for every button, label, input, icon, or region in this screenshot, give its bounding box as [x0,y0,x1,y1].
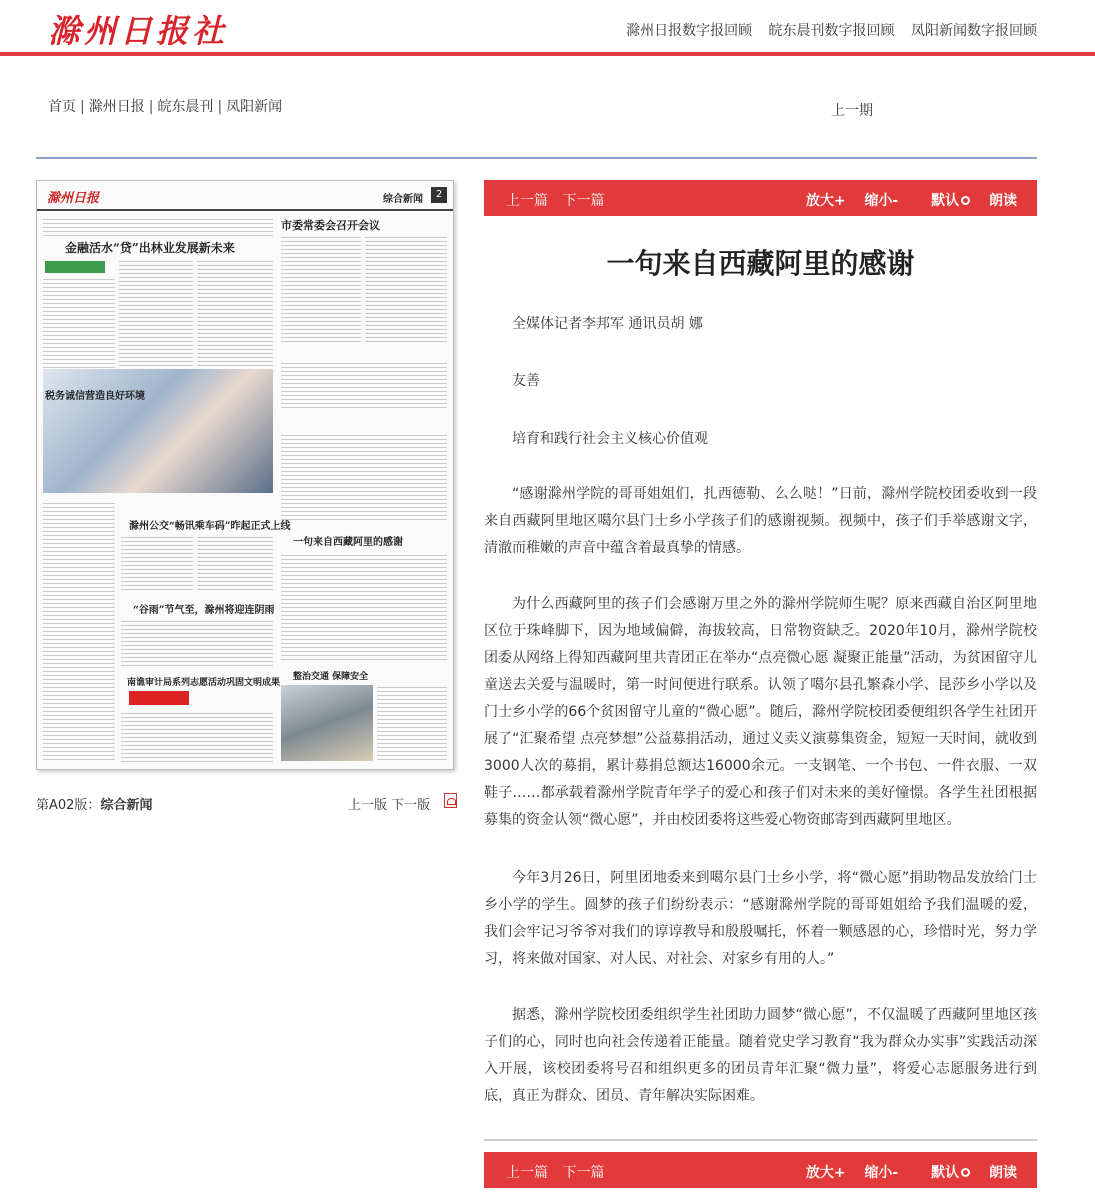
nav-separator: | [148,99,154,115]
nav-separator: | [217,99,223,115]
paper-text-block [121,619,273,669]
article-byline: 全媒体记者李邦军 通讯员胡 娜 [512,316,703,332]
page-caption [36,794,152,813]
paper-text-block [281,361,447,411]
paper-text-block [281,433,447,523]
archive-links [614,20,1037,40]
header-divider [0,52,1095,56]
paper-headline-audit[interactable]: 南谯审计局系列志愿活动巩固文明成果 [127,678,281,688]
next-article-link[interactable]: 下一篇 [562,1165,605,1181]
paper-text-block [281,235,361,345]
zoom-in-button[interactable]: 放大+ [805,1165,846,1181]
page-nav [348,794,430,813]
paper-headline-finance[interactable]: 金融活水“贷”出林业发展新未来 [65,241,235,255]
paper-text-block [43,217,273,237]
zoom-out-button[interactable]: 缩小- [864,193,899,209]
paper-headline-traffic[interactable]: 整治交通 保障安全 [293,672,369,682]
article-toolbar-bottom [484,1152,1037,1188]
article-end-divider [484,1139,1037,1141]
page-caption-section: 综合新闻 [100,798,153,813]
pdf-download-icon[interactable] [444,793,457,808]
paper-text-block [365,235,447,345]
paper-headline-bus[interactable]: 滁州公交“畅讯乘车码”昨起正式上线 [129,521,291,532]
paper-text-block [121,535,193,591]
site-logo[interactable]: 滁州日报社 [48,12,229,50]
read-aloud-button[interactable]: 朗读 [989,1165,1017,1181]
next-article-link[interactable]: 下一篇 [562,193,605,209]
prev-issue-link[interactable]: 上一期 [831,103,873,119]
prev-article-link[interactable]: 上一篇 [506,193,548,209]
article-paragraph: “感谢滁州学院的哥哥姐姐们，扎西德勒、么么哒！”日前，滁州学院校团委收到一段来自西藏阿里地区噶尔县门士乡小学孩子们的感谢视频。视频中，孩子们手举感谢文字，清澈而稚嫩的声音中蕴含着最真挚的情感。 [484,486,1037,556]
nav-separator: | [80,99,85,115]
newspaper-page-thumbnail[interactable] [36,180,454,770]
link-chuzhou-daily-archive[interactable]: 滁州日报数字报回顾 [626,23,753,39]
paper-text-block [43,277,115,377]
main-nav [48,96,282,116]
prev-page-link[interactable]: 上一版 [348,798,388,813]
paper-headline-weather[interactable]: “谷雨”节气至，滁州将迎连阴雨 [133,605,275,616]
default-size-label: 默认 [931,193,960,209]
article-tag-friendly: 友善 [512,373,540,389]
article-tag-values: 培育和践行社会主义核心价值观 [512,431,708,447]
radio-ring-icon [961,1168,970,1177]
paper-text-block [43,501,115,761]
top-header [0,0,1095,52]
paper-tag-block [45,261,105,273]
paper-headline-tibet[interactable]: 一句来自西藏阿里的感谢 [293,537,403,548]
paper-page-number: 2 [431,187,447,203]
paper-text-block [197,535,273,591]
paper-headline-committee[interactable]: 市委常委会召开会议 [281,219,380,232]
paper-text-block [121,711,273,763]
nav-home[interactable]: 首页 [48,99,76,115]
default-size-button[interactable] [917,193,970,209]
paper-text-block [197,259,273,377]
read-aloud-button[interactable]: 朗读 [989,193,1017,209]
radio-ring-icon [961,196,970,205]
zoom-in-button[interactable]: 放大+ [805,193,846,209]
article-paragraph: 今年3月26日，阿里团地委来到噶尔县门士乡小学，将“微心愿”捐助物品发放给门士乡小学的学生。圆梦的孩子们纷纷表示：“感谢滁州学院的哥哥姐姐给予我们温暖的爱，我们会牢记习爷爷对我们的谆谆教导和殷殷嘱托，怀着一颗感恩的心，珍惜时光，努力学习，将来做对国家、对人民、对社会、对家乡有用的人。” [484,870,1037,967]
paper-text-block [119,259,193,377]
prev-article-link[interactable]: 上一篇 [506,1165,548,1181]
paper-headline-tax[interactable]: 税务诚信营造良好环境 [45,391,145,402]
default-size-label: 默认 [931,1165,960,1181]
paper-text-block [377,685,447,761]
zoom-out-button[interactable]: 缩小- [864,1165,899,1181]
link-fengyang-archive[interactable]: 凤阳新闻数字报回顾 [911,23,1037,39]
nav-divider [36,157,1037,159]
article-paragraph: 据悉，滁州学院校团委组织学生社团助力圆梦“微心愿”，不仅温暖了西藏阿里地区孩子们的心，同时也向社会传递着正能量。随着党史学习教育“我为群众办实事”实践活动深入开展，该校团委将号召和组织更多的团员青年汇聚“微力量”，将爱心志愿服务进行到底，真正为群众、团员、青年解决实际困难。 [484,1007,1037,1104]
article-toolbar-top [484,180,1037,216]
nav-wandong[interactable]: 皖东晨刊 [157,99,214,115]
paper-text-block [281,553,447,663]
link-wandong-archive[interactable]: 皖东晨刊数字报回顾 [768,23,895,39]
paper-logo: 滁州日报 [47,191,100,206]
paper-ad-block [129,691,189,705]
default-size-button[interactable] [917,1165,970,1181]
paper-masthead [37,181,453,211]
paper-section-label: 综合新闻 [383,194,423,205]
article-paragraph: 为什么西藏阿里的孩子们会感谢万里之外的滁州学院师生呢？原来西藏自治区阿里地区位于珠峰脚下，因为地域偏僻，海拔较高，日常物资缺乏。2020年10月，滁州学院校团委从网络上得知西藏阿里共青团正在举办“点亮微心愿 凝聚正能量”活动，为贫困留守儿童送去关爱与温暖时，第一时间便进行联系。认领了噶尔县孔繁森小学、昆莎乡小学以及门士乡小学的66个贫困留守儿童的“微心愿”。随后，滁州学院校团委便组织各学生社团开展了“汇聚希望 点亮梦想”公益募捐活动，通过义卖义演募集资金，短短一天时间，就收到3000人次的募捐，累计募捐总额达16000余元。一支钢笔、一个书包、一件衣服、一双鞋子……都承载着滁州学院青年学子的爱心和孩子们对未来的美好憧憬。各学生社团根据募集的资金认领“微心愿”，并由校团委将这些爱心物资邮寄到西藏阿里地区。 [484,596,1037,828]
next-page-link[interactable]: 下一版 [391,798,431,813]
nav-fengyang[interactable]: 凤阳新闻 [226,99,283,115]
nav-chuzhou-daily[interactable]: 滁州日报 [88,99,145,115]
paper-photo-traffic [281,685,373,761]
article-title: 一句来自西藏阿里的感谢 [606,247,915,280]
page-caption-prefix: 第A02版： [36,798,101,813]
